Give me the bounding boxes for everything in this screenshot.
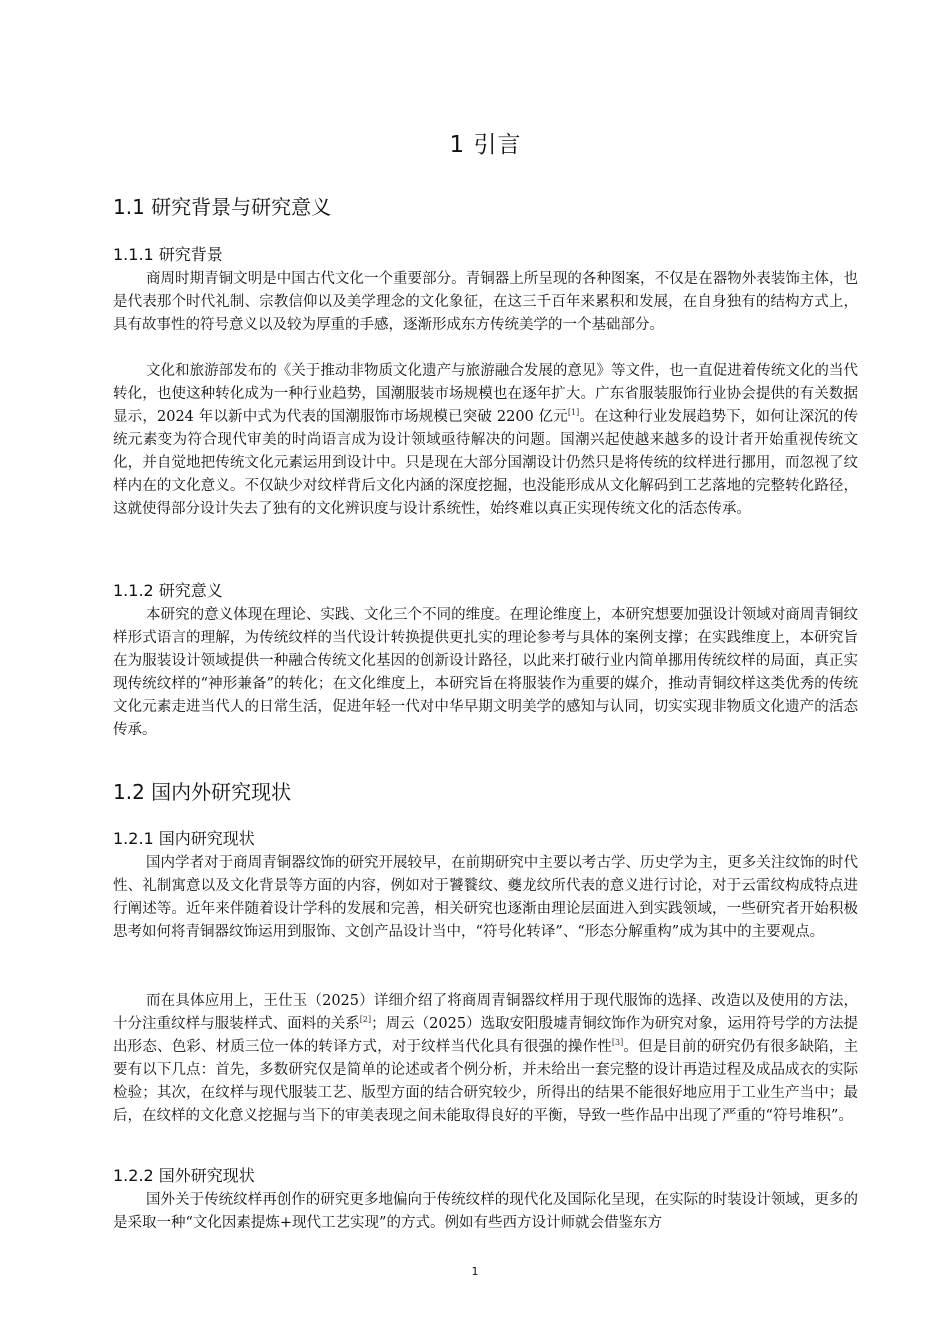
citation-ref-1: [1] — [567, 407, 580, 417]
paragraph-background-1: 商周时期青铜文明是中国古代文化一个重要部分。青铜器上所呈现的各种图案，不仅是在器物外表装饰主体，也是代表那个时代礼制、宗教信仰以及美学理念的文化象征，在这三千百年来累积和发展，在自身独有的结构方式上，具有故事性的符号意义以及较为厚重的手感，逐渐形成东方传统美学的一个基础部分。 — [113, 270, 858, 333]
paragraph-domestic-2 — [113, 990, 858, 1128]
subsection-heading-1-2-2: 1.2.2 国外研究现状 — [113, 1166, 255, 1185]
page-number: 1 — [471, 1265, 479, 1278]
section-heading-1-2: 1.2 国内外研究现状 — [113, 780, 292, 804]
citation-ref-3: [3] — [611, 1037, 624, 1047]
paragraph-domestic-1: 国内学者对于商周青铜器纹饰的研究开展较早，在前期研究中主要以考古学、历史学为主，更多关注纹饰的时代性、礼制寓意以及文化背景等方面的内容，例如对于饕餮纹、夔龙纹所代表的意义进行讨论，对于云雷纹构成特点进行阐述等。近年来伴随着设计学科的发展和完善，相关研究也逐渐由理论层面进入到实践领域，一些研究者开始积极思考如何将青铜器纹饰运用到服饰、文创产品设计当中，“符号化转译”、“形态分解重构”成为其中的主要观点。 — [113, 854, 858, 940]
paragraph-foreign: 国外关于传统纹样再创作的研究更多地偏向于传统纹样的现代化及国际化呈现，在实际的时装设计领域，更多的是采取一种“文化因素提炼+现代工艺实现”的方式。例如有些西方设计师就会借鉴东方 — [113, 1191, 858, 1231]
subsection-heading-1-1-2: 1.1.2 研究意义 — [113, 581, 223, 600]
chapter-title: 1 引言 — [449, 132, 522, 158]
citation-ref-2: [2] — [359, 1014, 372, 1024]
paragraph-background-2-part-a: 文化和旅游部发布的《关于推动非物质文化遗产与旅游融合发展的意见》等文件，也一直促进着传统文化的当代转化，也使这种转化成为一种行业趋势，国潮服装市场规模也在逐年扩大。广东省服装服饰行业协会提供的有关数据显示，2024 年以新中式为代表的国潮服饰市场规模已突破 2200 亿元 — [113, 362, 858, 425]
paragraph-domestic-2-part-a: 而在具体应用上，王仕玉（2025）详细介绍了将商周青铜器纹样用于现代服饰的选择、改造以及使用的方法，十分注重纹样与服装样式、面料的关系 — [113, 992, 858, 1032]
section-heading-1-1: 1.1 研究背景与研究意义 — [113, 195, 332, 219]
paragraph-background-2-part-b: 。在这种行业发展趋势下，如何让深沉的传统元素变为符合现代审美的时尚语言成为设计领域亟待解决的问题。国潮兴起使越来越多的设计者开始重视传统文化，并自觉地把传统文化元素运用到设计中。只是现在大部分国潮设计仍然只是将传统的纹样进行挪用，而忽视了纹样内在的文化意义。不仅缺少对纹样背后文化内涵的深度挖掘，也没能形成从文化解码到工艺落地的完整转化路径，这就使得部分设计失去了独有的文化辨识度与设计系统性，始终难以真正实现传统文化的活态传承。 — [113, 408, 858, 517]
paragraph-significance: 本研究的意义体现在理论、实践、文化三个不同的维度。在理论维度上，本研究想要加强设计领域对商周青铜纹样形式语言的理解，为传统纹样的当代设计转换提供更扎实的理论参考与具体的案例支撑；在实践维度上，本研究旨在为服装设计领域提供一种融合传统文化基因的创新设计路径，以此来打破行业内简单挪用传统纹样的局面，真正实现传统纹样的“神形兼备”的转化；在文化维度上，本研究旨在将服装作为重要的媒介，推动青铜纹样这类优秀的传统文化元素走进当代人的日常生活，促进年轻一代对中华早期文明美学的感知与认同，切实实现非物质文化遗产的活态传承。 — [113, 606, 858, 738]
paragraph-background-2 — [113, 360, 858, 521]
paragraph-domestic-2-part-b: ；周云（2025）选取安阳殷墟青铜纹饰作为研究对象，运用符号学的方法提出形态、色彩、材质三位一体的转译方式，对于纹样当代化具有很强的操作性 — [113, 1015, 858, 1055]
subsection-heading-1-1-1: 1.1.1 研究背景 — [113, 245, 223, 264]
paragraph-domestic-2-part-c: 。但是目前的研究仍有很多缺陷，主要有以下几点：首先，多数研究仅是简单的论述或者个例分析，并未给出一套完整的设计再造过程及成品成衣的实际检验；其次，在纹样与现代服装工艺、版型方面的结合研究较少，所得出的结果不能很好地应用于工业生产当中；最后，在纹样的文化意义挖掘与当下的审美表现之间未能取得良好的平衡，导致一些作品中出现了严重的“符号堆积”。 — [113, 1038, 859, 1124]
subsection-heading-1-2-1: 1.2.1 国内研究现状 — [113, 829, 255, 848]
